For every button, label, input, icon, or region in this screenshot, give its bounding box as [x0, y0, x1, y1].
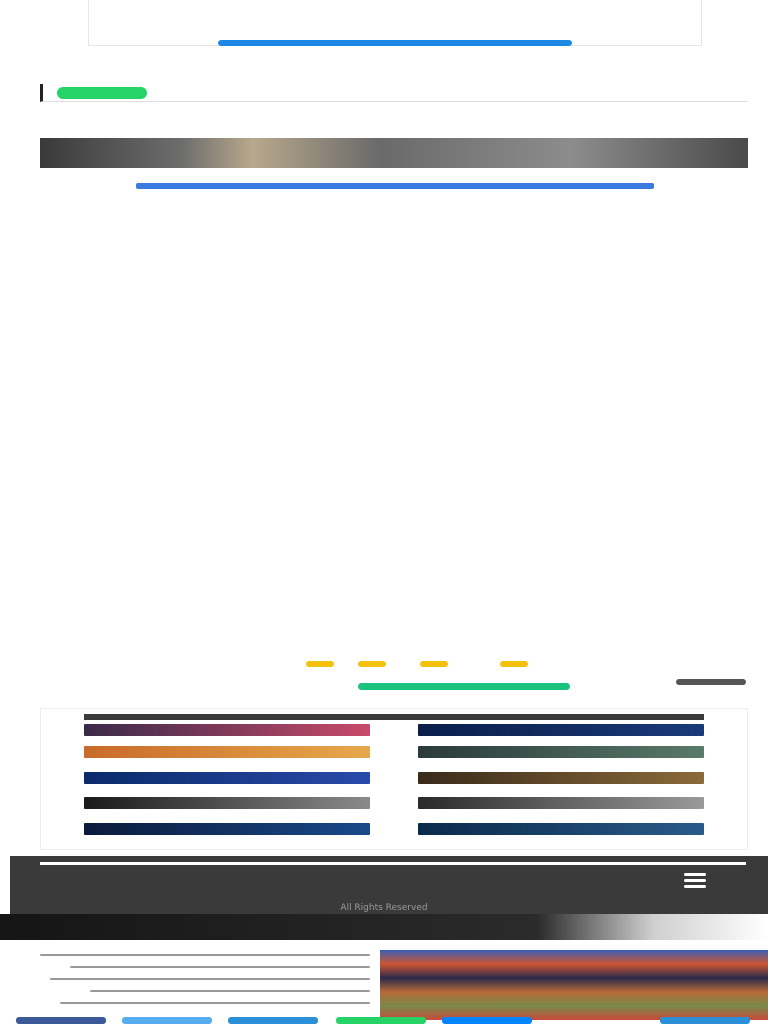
article-body-3	[48, 505, 746, 661]
share-button[interactable]	[358, 683, 570, 690]
related-post-title[interactable]	[520, 759, 704, 767]
related-post-title[interactable]	[520, 810, 704, 818]
bottom-left-text	[10, 950, 370, 1016]
article-body-2	[48, 358, 746, 488]
related-post-card[interactable]	[418, 823, 704, 835]
article-subheading-link[interactable]	[100, 345, 720, 355]
related-post-title[interactable]	[520, 737, 704, 745]
footer-divider	[40, 862, 746, 865]
star-icon[interactable]	[500, 661, 528, 667]
related-post-title[interactable]	[520, 785, 704, 793]
related-post-title[interactable]	[186, 785, 370, 793]
related-post-card[interactable]	[84, 772, 370, 784]
footer-copyright: All Rights Reserved	[340, 903, 428, 913]
star-icon[interactable]	[420, 661, 448, 667]
related-posts-heading	[84, 714, 704, 720]
related-post-title[interactable]	[186, 737, 370, 745]
related-post-card[interactable]	[84, 746, 370, 758]
related-post-card[interactable]	[418, 724, 704, 736]
related-post-title[interactable]	[186, 836, 370, 844]
footer-links	[180, 870, 712, 900]
related-post-card[interactable]	[84, 823, 370, 835]
bottom-image-gallery[interactable]	[380, 950, 768, 1020]
related-post-title[interactable]	[520, 836, 704, 844]
hero-link-banner[interactable]	[136, 183, 654, 189]
article-headline	[160, 112, 746, 136]
social-share-bar	[0, 1017, 768, 1024]
related-post-title[interactable]	[186, 759, 370, 767]
share-dark-button[interactable]	[676, 679, 746, 685]
related-post-card[interactable]	[84, 724, 370, 736]
related-post-card[interactable]	[418, 746, 704, 758]
related-post-title[interactable]	[186, 810, 370, 818]
share-more-icon[interactable]	[660, 1017, 750, 1024]
related-post-card[interactable]	[84, 797, 370, 809]
star-icon[interactable]	[306, 661, 334, 667]
article-body-1	[48, 216, 746, 342]
facebook-share-icon[interactable]	[16, 1017, 106, 1024]
whatsapp-button[interactable]	[57, 87, 147, 99]
top-card-button[interactable]	[218, 40, 572, 46]
whatsapp-banner-subtitle	[60, 100, 740, 110]
article-subheading-link[interactable]	[100, 492, 720, 502]
whatsapp-share-icon[interactable]	[336, 1017, 426, 1024]
rating-bar	[88, 661, 668, 673]
related-post-card[interactable]	[418, 797, 704, 809]
whatsapp-banner-title	[320, 84, 550, 94]
article-hero-image	[40, 138, 748, 168]
bottom-ad-banner[interactable]	[0, 914, 768, 940]
related-post-card[interactable]	[418, 772, 704, 784]
star-icon[interactable]	[358, 661, 386, 667]
telegram-share-icon[interactable]	[228, 1017, 318, 1024]
twitter-share-icon[interactable]	[122, 1017, 212, 1024]
messenger-share-icon[interactable]	[442, 1017, 532, 1024]
menu-icon[interactable]	[684, 873, 706, 889]
